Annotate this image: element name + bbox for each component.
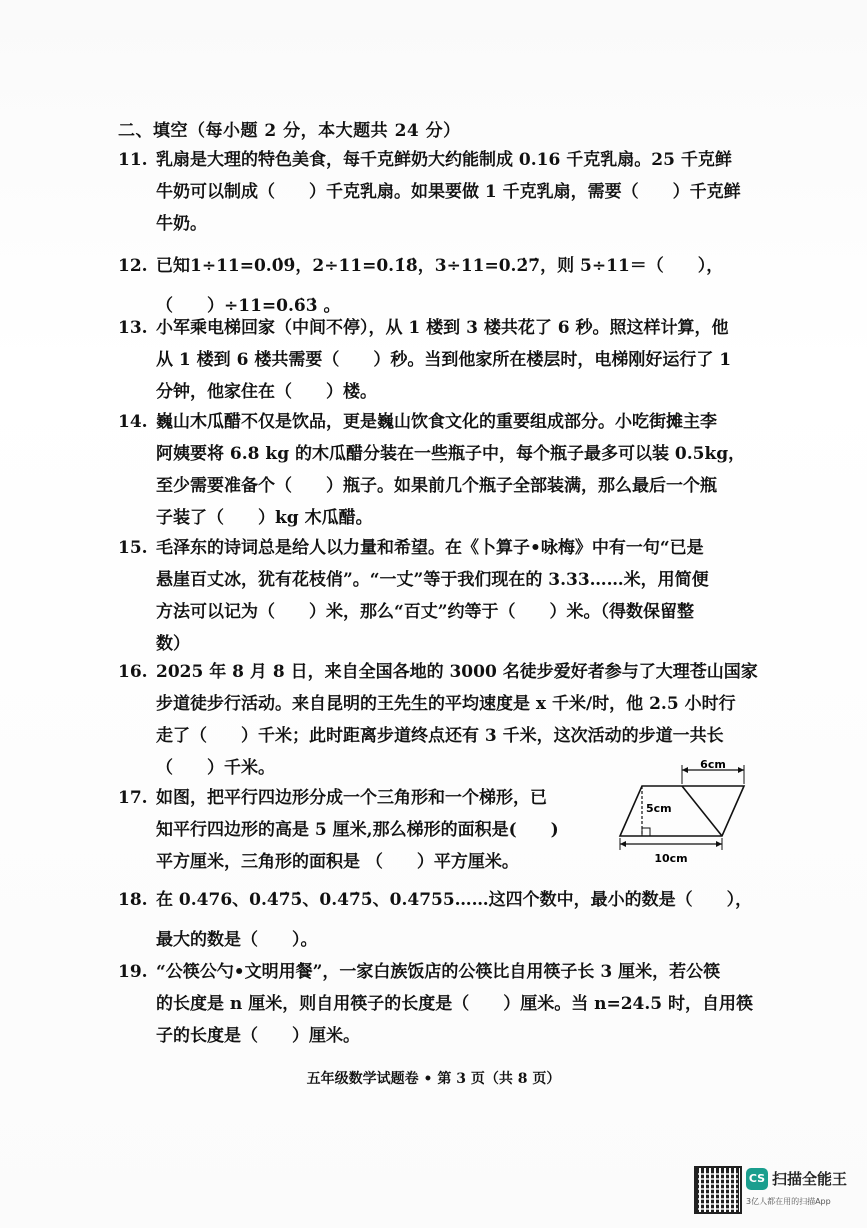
question-number: 12.	[118, 256, 148, 276]
height-label: 5cm	[646, 802, 672, 815]
question-text: 巍山木瓜醋不仅是饮品，更是巍山饮食文化的重要组成部分。小吃街摊主李	[156, 412, 717, 432]
question-text: 方法可以记为（ ）米，那么“百丈”约等于（ ）米。（得数保留整	[156, 602, 695, 622]
question-19	[118, 956, 758, 1052]
question-text: 子装了（ ）kg 木瓜醋。	[156, 508, 373, 528]
question-17	[118, 782, 588, 878]
question-text: 毛泽东的诗词总是给人以力量和希望。在《卜算子•咏梅》中有一句“已是	[156, 538, 704, 558]
question-text: 数）	[156, 634, 190, 654]
dividing-line	[682, 786, 722, 836]
question-text: 的长度是 n 厘米，则自用筷子的长度是（ ）厘米。当 n=24.5 时，自用筷	[156, 994, 754, 1014]
question-text: （ ）÷11=0.6̇3̇ 。	[156, 296, 341, 316]
question-text: 已知1÷11=0.0̇9̇，2÷11=0.1̇8̇，3÷11=0.2̇7̇，则 5÷11＝（ ），	[156, 256, 724, 276]
question-13	[118, 312, 758, 408]
question-18	[118, 884, 758, 956]
question-text: 知平行四边形的高是 5 厘米,那么梯形的面积是( )	[156, 820, 559, 840]
question-number: 14.	[118, 412, 148, 432]
question-text: 至少需要准备个（ ）瓶子。如果前几个瓶子全部装满，那么最后一个瓶	[156, 476, 717, 496]
camscanner-logo-icon: CS	[746, 1168, 768, 1190]
parallelogram-figure	[612, 760, 762, 868]
question-11	[118, 144, 758, 240]
section-title: 二、填空（每小题 2 分，本大题共 24 分）	[118, 121, 461, 141]
arrow-right	[716, 841, 722, 847]
question-number: 19.	[118, 962, 148, 982]
question-text: 平方厘米，三角形的面积是 （ ）平方厘米。	[156, 852, 519, 872]
question-number: 17.	[118, 788, 148, 808]
question-text: 阿姨要将 6.8 kg 的木瓜醋分装在一些瓶子中，每个瓶子最多可以装 0.5kg，	[156, 444, 746, 464]
question-text: 子的长度是（ ）厘米。	[156, 1026, 360, 1046]
question-text: 在 0.476、0.4̇7̇5̇、0.47̇5̇、0.4755……这四个数中，最小的数是（ ），	[156, 890, 753, 910]
parallelogram	[620, 786, 744, 836]
question-text: 悬崖百丈冰，犹有花枝俏”。“一丈”等于我们现在的 3.33……米，用简便	[156, 570, 709, 590]
question-number: 11.	[118, 150, 148, 170]
watermark-title: 扫描全能王	[772, 1170, 848, 1188]
question-15	[118, 532, 758, 660]
question-number: 15.	[118, 538, 148, 558]
qr-code-icon	[694, 1166, 742, 1214]
question-text: 分钟，他家住在（ ）楼。	[156, 382, 377, 402]
scanner-watermark	[694, 1166, 864, 1218]
question-number: 16.	[118, 662, 148, 682]
right-angle-mark	[642, 828, 650, 836]
arrow-right	[738, 767, 744, 773]
arrow-left	[682, 767, 688, 773]
question-14	[118, 406, 758, 534]
question-text: （ ）千米。	[156, 758, 275, 778]
question-text: 从 1 楼到 6 楼共需要（ ）秒。当到他家所在楼层时，电梯刚好运行了 1	[156, 350, 732, 370]
question-text: 如图，把平行四边形分成一个三角形和一个梯形，已	[156, 788, 547, 808]
question-text: 走了（ ）千米；此时距离步道终点还有 3 千米，这次活动的步道一共长	[156, 726, 724, 746]
question-number: 18.	[118, 890, 148, 910]
bottom-length-label: 10cm	[654, 852, 688, 865]
arrow-left	[620, 841, 626, 847]
question-text: 最大的数是（ ）。	[156, 930, 318, 950]
question-text: “公筷公勺•文明用餐”，一家白族饭店的公筷比自用筷子长 3 厘米，若公筷	[156, 962, 721, 982]
question-text: 牛奶。	[156, 214, 207, 234]
question-text: 2025 年 8 月 8 日，来自全国各地的 3000 名徒步爱好者参与了大理苍山国家	[156, 662, 758, 682]
question-text: 牛奶可以制成（ ）千克乳扇。如果要做 1 千克乳扇，需要（ ）千克鲜	[156, 182, 741, 202]
question-text: 乳扇是大理的特色美食，每千克鲜奶大约能制成 0.16 千克乳扇。25 千克鲜	[156, 150, 732, 170]
page-footer: 五年级数学试题卷 • 第 3 页（共 8 页）	[306, 1071, 561, 1087]
question-text: 步道徒步行活动。来自昆明的王先生的平均速度是 x 千米/时，他 2.5 小时行	[156, 694, 736, 714]
question-number: 13.	[118, 318, 148, 338]
watermark-subtitle: 3亿人都在用的扫描App	[746, 1197, 831, 1206]
top-length-label: 6cm	[700, 760, 726, 771]
question-text: 小军乘电梯回家（中间不停），从 1 楼到 3 楼共花了 6 秒。照这样计算，他	[156, 318, 729, 338]
